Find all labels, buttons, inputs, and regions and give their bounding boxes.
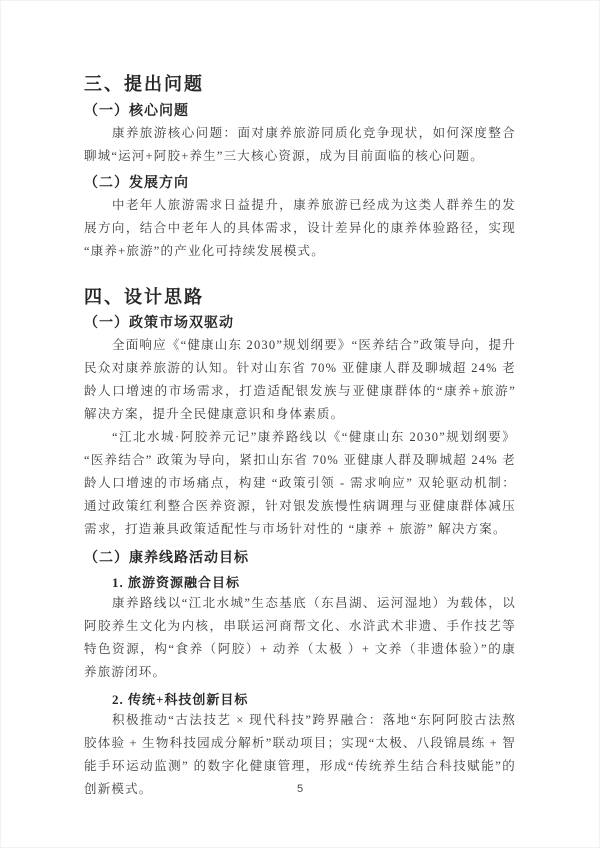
section-heading-problems: 三、提出问题 <box>84 74 204 94</box>
paragraph-core-problem: 康养旅游核心问题：面对康养旅游同质化竞争现状，如何深度整合聊城“运河+阿胶+养生”三大核心资源，成为目前面临的核心问题。 <box>84 126 516 163</box>
subheading-core-problem: （一）核心问题 <box>84 104 189 119</box>
paragraph-goal-tradition-tech: 积极推动“古法技艺 × 现代科技”跨界融合：落地“东阿阿胶古法熬胶体验 + 生物科技园成分解析”联动项目；实现“太极、八段锦晨练 + 智能手环运动监测” 的数字化健康管理，形成“传统养生结合科技赋能”的创新模式。 <box>84 713 516 796</box>
paragraph-policy-market-2: “江北水城·阿胶养元记”康养路线以《“健康山东 2030”规划纲要》“医养结合” 政策为导向，紧扣山东省 70% 亚健康人群及聊城超 24% 老龄人口增速的市场痛点，构建 “政策引领 - 需求响应” 双轮驱动机制：通过政策红利整合医养资源，针对银发族慢性病调理与亚健康群体减压需求，打造兼具政策适配性与市场针对性的 “康养 + 旅游” 解决方案。 <box>84 430 516 536</box>
subheading-policy-market: （一）政策市场双驱动 <box>84 316 234 331</box>
subheading-goal-resource-fusion: 1. 旅游资源融合目标 <box>112 575 241 590</box>
paragraph-goal-resource-fusion: 康养路线以“江北水城”生态基底（东昌湖、运河湿地）为载体，以阿胶养生文化为内核，串联运河商帮文化、水浒武术非遗、手作技艺等特色资源，构“食养（阿胶）+ 动养（太极 ）+ 文养（非遗体验）”的康养旅游闭环。 <box>84 596 516 679</box>
document-content <box>84 72 516 801</box>
section-heading-design: 四、设计思路 <box>84 287 204 307</box>
paragraph-development-direction: 中老年人旅游需求日益提升，康养旅游已经成为这类人群养生的发展方向，结合中老年人的具体需求，设计差异化的康养体验路径，实现“康养+旅游”的产业化可持续发展模式。 <box>84 198 516 258</box>
paragraph-policy-market-1: 全面响应《“健康山东 2030”规划纲要》“医养结合”政策导向，提升民众对康养旅游的认知。针对山东省 70% 亚健康人群及聊城超 24% 老龄人口增速的市场需求，打造适配银发族与亚健康群体的“康养+旅游”解决方案，提升全民健康意识和身体素质。 <box>84 338 516 421</box>
page-number: 5 <box>296 783 304 795</box>
subheading-route-goals: （二）康养线路活动目标 <box>84 551 249 566</box>
subheading-development-direction: （二）发展方向 <box>84 176 189 191</box>
subheading-goal-tradition-tech: 2. 传统+科技创新目标 <box>112 692 249 707</box>
